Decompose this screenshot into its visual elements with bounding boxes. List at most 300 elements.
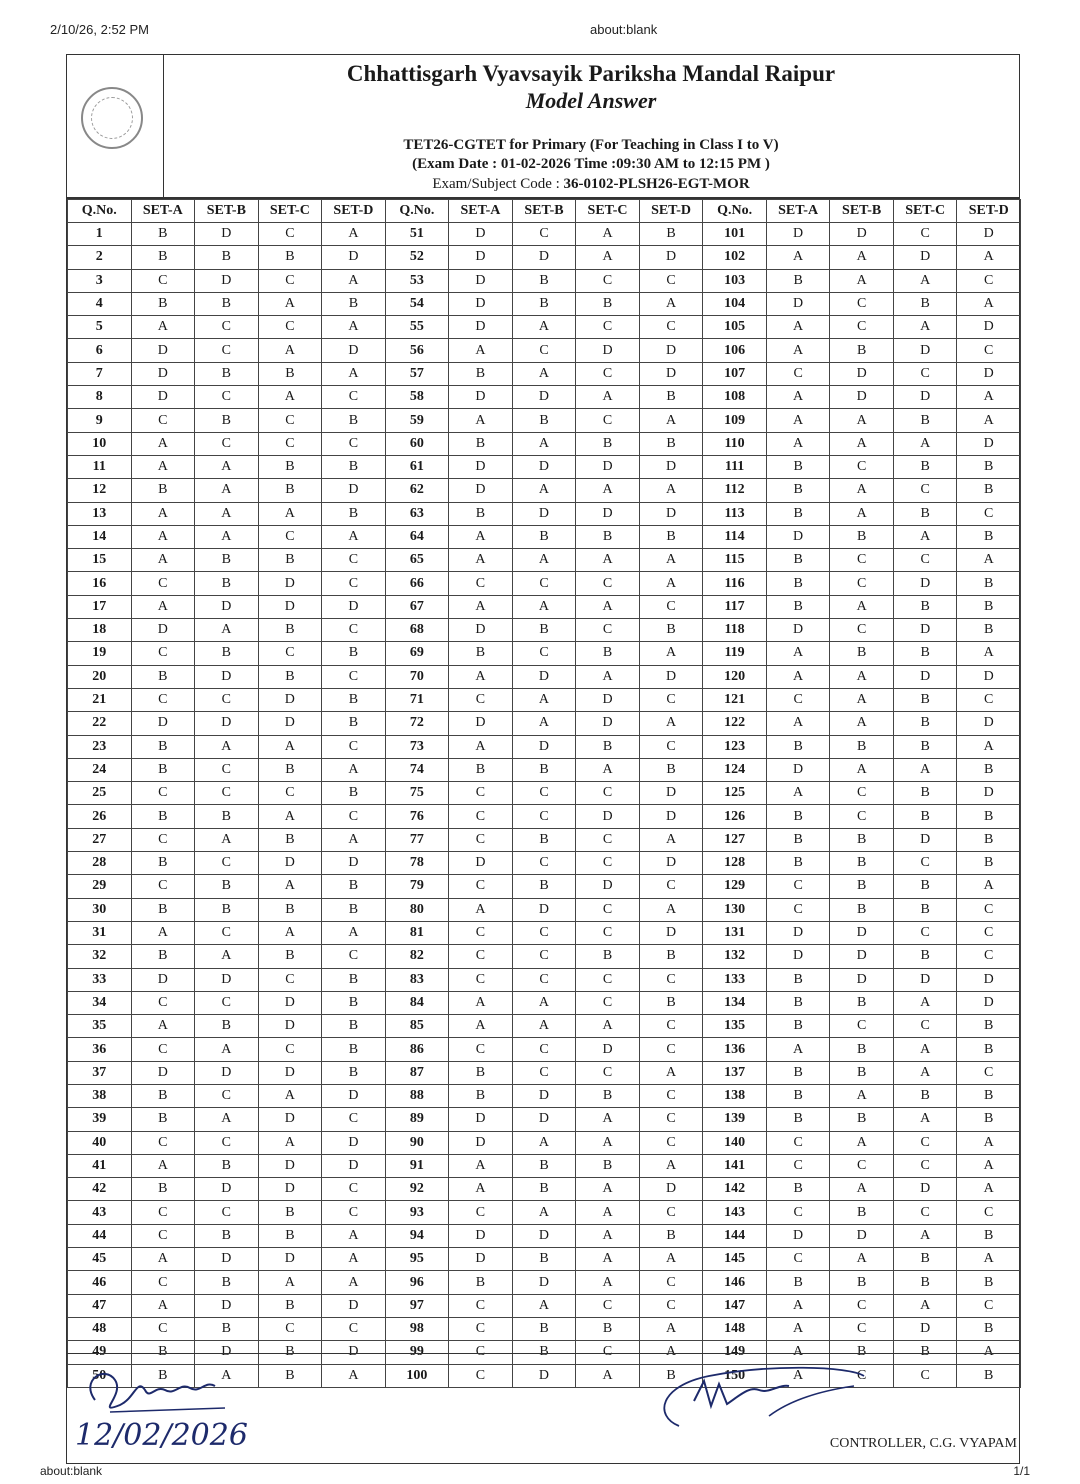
answer-cell: A <box>576 549 640 572</box>
table-row <box>68 875 1021 898</box>
question-number-cell: 41 <box>68 1154 132 1177</box>
answer-cell: B <box>893 688 957 711</box>
page-number: 1/1 <box>1013 1464 1030 1478</box>
answer-cell: D <box>195 665 259 688</box>
answer-cell: C <box>131 1271 195 1294</box>
table-row <box>68 665 1021 688</box>
question-number-cell: 77 <box>385 828 449 851</box>
answer-cell: D <box>449 1131 513 1154</box>
answer-cell: D <box>639 362 703 385</box>
answer-cell: C <box>639 1131 703 1154</box>
answer-cell: A <box>893 1061 957 1084</box>
answer-cell: D <box>830 968 894 991</box>
answer-cell: B <box>830 525 894 548</box>
table-row <box>68 991 1021 1014</box>
answer-cell: B <box>449 362 513 385</box>
answer-cell: D <box>322 339 386 362</box>
answer-cell: A <box>258 1084 322 1107</box>
answer-cell: C <box>639 269 703 292</box>
answer-cell: A <box>830 595 894 618</box>
question-number-cell: 36 <box>68 1038 132 1061</box>
answer-cell: C <box>322 1201 386 1224</box>
question-number-cell: 5 <box>68 316 132 339</box>
answer-cell: C <box>830 572 894 595</box>
signature-footer <box>67 1353 1019 1466</box>
answer-cell: C <box>639 595 703 618</box>
answer-cell: D <box>195 223 259 246</box>
answer-cell: C <box>258 782 322 805</box>
answer-cell: D <box>639 805 703 828</box>
answer-cell: C <box>893 921 957 944</box>
answer-cell: A <box>512 1294 576 1317</box>
answer-cell: C <box>322 945 386 968</box>
answer-cell: D <box>131 619 195 642</box>
answer-cell: C <box>258 642 322 665</box>
answer-cell: A <box>131 502 195 525</box>
answer-cell: C <box>830 1364 894 1387</box>
answer-cell: D <box>639 921 703 944</box>
answer-cell: B <box>766 595 830 618</box>
answer-cell: A <box>830 1178 894 1201</box>
table-row <box>68 1317 1021 1340</box>
answer-cell: A <box>131 432 195 455</box>
question-number-cell: 90 <box>385 1131 449 1154</box>
answer-cell: A <box>830 502 894 525</box>
answer-cell: C <box>449 572 513 595</box>
answer-cell: B <box>957 525 1021 548</box>
answer-cell: C <box>766 688 830 711</box>
answer-cell: B <box>766 572 830 595</box>
answer-cell: D <box>512 1108 576 1131</box>
question-number-cell: 79 <box>385 875 449 898</box>
answer-cell: C <box>322 665 386 688</box>
question-number-cell: 105 <box>703 316 767 339</box>
answer-cell: D <box>258 1108 322 1131</box>
answer-cell: A <box>322 1248 386 1271</box>
answer-cell: B <box>893 642 957 665</box>
answer-cell: A <box>893 269 957 292</box>
answer-cell: D <box>639 246 703 269</box>
answer-cell: C <box>766 1248 830 1271</box>
answer-cell: D <box>639 782 703 805</box>
answer-cell: C <box>957 1061 1021 1084</box>
answer-cell: A <box>957 875 1021 898</box>
question-number-cell: 139 <box>703 1108 767 1131</box>
question-number-cell: 131 <box>703 921 767 944</box>
answer-cell: A <box>639 1317 703 1340</box>
question-number-cell: 45 <box>68 1248 132 1271</box>
question-number-cell: 69 <box>385 642 449 665</box>
question-number-cell: 57 <box>385 362 449 385</box>
question-number-cell: 93 <box>385 1201 449 1224</box>
answer-cell: C <box>576 269 640 292</box>
question-number-cell: 108 <box>703 386 767 409</box>
answer-cell: C <box>830 1317 894 1340</box>
answer-cell: D <box>258 1248 322 1271</box>
answer-cell: B <box>830 1061 894 1084</box>
question-number-cell: 102 <box>703 246 767 269</box>
answer-cell: C <box>258 223 322 246</box>
question-number-cell: 63 <box>385 502 449 525</box>
question-number-cell: 46 <box>68 1271 132 1294</box>
column-header: SET-C <box>258 200 322 223</box>
answer-cell: B <box>893 595 957 618</box>
answer-cell: D <box>195 1341 259 1364</box>
answer-cell: C <box>957 269 1021 292</box>
controller-signature <box>649 1356 879 1436</box>
answer-cell: A <box>512 991 576 1014</box>
answer-cell: D <box>449 619 513 642</box>
question-number-cell: 97 <box>385 1294 449 1317</box>
question-number-cell: 88 <box>385 1084 449 1107</box>
answer-cell: C <box>766 1131 830 1154</box>
answer-cell: D <box>512 246 576 269</box>
answer-cell: C <box>195 1084 259 1107</box>
answer-cell: D <box>449 292 513 315</box>
answer-cell: A <box>512 1201 576 1224</box>
answer-cell: A <box>576 665 640 688</box>
answer-cell: A <box>576 1248 640 1271</box>
question-number-cell: 24 <box>68 758 132 781</box>
column-header: Q.No. <box>385 200 449 223</box>
table-row <box>68 1154 1021 1177</box>
answer-cell: C <box>258 525 322 548</box>
answer-cell: C <box>766 1201 830 1224</box>
question-number-cell: 55 <box>385 316 449 339</box>
sheet-header <box>67 55 1019 199</box>
question-number-cell: 91 <box>385 1154 449 1177</box>
answer-cell: D <box>449 455 513 478</box>
question-number-cell: 100 <box>385 1364 449 1387</box>
answer-cell: D <box>258 688 322 711</box>
answer-cell: B <box>258 549 322 572</box>
answer-cell: B <box>512 525 576 548</box>
answer-cell: B <box>512 1341 576 1364</box>
answer-cell: A <box>512 549 576 572</box>
answer-cell: C <box>322 735 386 758</box>
answer-cell: A <box>576 1201 640 1224</box>
answer-cell: C <box>322 1108 386 1131</box>
answer-cell: B <box>766 1015 830 1038</box>
answer-cell: C <box>322 1178 386 1201</box>
answer-cell: B <box>957 479 1021 502</box>
answer-cell: B <box>322 409 386 432</box>
answer-cell: C <box>449 1201 513 1224</box>
answer-cell: B <box>195 1317 259 1340</box>
answer-cell: A <box>449 339 513 362</box>
answer-cell: B <box>512 1248 576 1271</box>
question-number-cell: 75 <box>385 782 449 805</box>
table-row <box>68 1178 1021 1201</box>
table-row <box>68 945 1021 968</box>
answer-cell: D <box>576 688 640 711</box>
answer-cell: B <box>893 875 957 898</box>
answer-cell: A <box>766 1038 830 1061</box>
answer-cell: A <box>258 386 322 409</box>
left-signature-scribble <box>75 1360 275 1420</box>
answer-cell: B <box>449 502 513 525</box>
answer-cell: D <box>830 386 894 409</box>
table-row <box>68 1015 1021 1038</box>
table-row <box>68 758 1021 781</box>
answer-cell: C <box>512 1038 576 1061</box>
question-number-cell: 34 <box>68 991 132 1014</box>
answer-cell: D <box>639 339 703 362</box>
question-number-cell: 43 <box>68 1201 132 1224</box>
exam-code-value: 36-0102-PLSH26-EGT-MOR <box>563 176 750 192</box>
answer-cell: C <box>258 316 322 339</box>
answer-cell: B <box>322 642 386 665</box>
answer-cell: D <box>449 1248 513 1271</box>
answer-cell: D <box>195 595 259 618</box>
answer-cell: D <box>258 1061 322 1084</box>
question-number-cell: 33 <box>68 968 132 991</box>
question-number-cell: 82 <box>385 945 449 968</box>
answer-cell: D <box>957 968 1021 991</box>
answer-cell: B <box>766 805 830 828</box>
answer-cell: A <box>893 1294 957 1317</box>
answer-cell: D <box>576 339 640 362</box>
answer-cell: D <box>258 1154 322 1177</box>
question-number-cell: 59 <box>385 409 449 432</box>
answer-cell: A <box>639 409 703 432</box>
question-number-cell: 125 <box>703 782 767 805</box>
answer-cell: C <box>131 1317 195 1340</box>
answer-cell: C <box>131 642 195 665</box>
answer-cell: D <box>322 1154 386 1177</box>
column-header: SET-B <box>195 200 259 223</box>
answer-cell: C <box>576 991 640 1014</box>
column-header: SET-D <box>322 200 386 223</box>
answer-cell: B <box>512 758 576 781</box>
answer-cell: D <box>766 945 830 968</box>
question-number-cell: 29 <box>68 875 132 898</box>
question-number-cell: 27 <box>68 828 132 851</box>
answer-cell: C <box>576 1294 640 1317</box>
answer-cell: D <box>957 316 1021 339</box>
answer-cell: B <box>766 1271 830 1294</box>
answer-cell: C <box>195 339 259 362</box>
answer-cell: B <box>957 1224 1021 1247</box>
answer-cell: D <box>893 665 957 688</box>
answer-cell: A <box>195 1038 259 1061</box>
answer-cell: B <box>639 758 703 781</box>
answer-cell: D <box>957 432 1021 455</box>
question-number-cell: 123 <box>703 735 767 758</box>
answer-cell: B <box>258 479 322 502</box>
answer-cell: B <box>957 595 1021 618</box>
answer-cell: A <box>830 269 894 292</box>
answer-cell: B <box>322 991 386 1014</box>
answer-cell: B <box>576 1317 640 1340</box>
answer-cell: B <box>131 735 195 758</box>
answer-cell: C <box>195 386 259 409</box>
answer-cell: C <box>830 805 894 828</box>
table-row <box>68 1061 1021 1084</box>
answer-cell: A <box>957 735 1021 758</box>
answer-cell: B <box>131 1084 195 1107</box>
answer-cell: D <box>639 1178 703 1201</box>
answer-cell: C <box>512 1061 576 1084</box>
answer-cell: C <box>131 572 195 595</box>
question-number-cell: 149 <box>703 1341 767 1364</box>
answer-cell: A <box>830 688 894 711</box>
answer-cell: C <box>131 828 195 851</box>
question-number-cell: 92 <box>385 1178 449 1201</box>
answer-cell: B <box>639 223 703 246</box>
answer-cell: A <box>512 316 576 339</box>
answer-cell: B <box>512 409 576 432</box>
exam-code <box>163 176 1019 193</box>
answer-cell: B <box>830 991 894 1014</box>
question-number-cell: 74 <box>385 758 449 781</box>
question-number-cell: 109 <box>703 409 767 432</box>
question-number-cell: 135 <box>703 1015 767 1038</box>
question-number-cell: 22 <box>68 712 132 735</box>
answer-cell: A <box>639 1154 703 1177</box>
question-number-cell: 128 <box>703 852 767 875</box>
answer-cell: C <box>258 269 322 292</box>
answer-cell: C <box>830 549 894 572</box>
answer-cell: B <box>576 735 640 758</box>
answer-cell: B <box>512 1154 576 1177</box>
answer-cell: C <box>258 409 322 432</box>
answer-cell: D <box>766 619 830 642</box>
answer-cell: C <box>576 409 640 432</box>
answer-cell: C <box>449 1364 513 1387</box>
answer-cell: B <box>322 455 386 478</box>
question-number-cell: 136 <box>703 1038 767 1061</box>
question-number-cell: 3 <box>68 269 132 292</box>
question-number-cell: 117 <box>703 595 767 618</box>
answer-cell: B <box>830 875 894 898</box>
question-number-cell: 49 <box>68 1341 132 1364</box>
answer-cell: B <box>957 1084 1021 1107</box>
answer-cell: B <box>830 1271 894 1294</box>
question-number-cell: 89 <box>385 1108 449 1131</box>
answer-cell: D <box>449 1108 513 1131</box>
answer-cell: D <box>322 595 386 618</box>
answer-cell: D <box>258 1015 322 1038</box>
question-number-cell: 61 <box>385 455 449 478</box>
answer-cell: B <box>830 828 894 851</box>
answer-cell: B <box>449 758 513 781</box>
answer-cell: D <box>576 712 640 735</box>
answer-cell: B <box>322 1015 386 1038</box>
answer-cell: C <box>576 782 640 805</box>
question-number-cell: 47 <box>68 1294 132 1317</box>
answer-cell: A <box>131 1154 195 1177</box>
answer-cell: B <box>957 1015 1021 1038</box>
answer-cell: D <box>258 712 322 735</box>
question-number-cell: 104 <box>703 292 767 315</box>
question-number-cell: 122 <box>703 712 767 735</box>
answer-cell: C <box>131 782 195 805</box>
answer-cell: B <box>131 1341 195 1364</box>
answer-cell: B <box>131 1364 195 1387</box>
answer-cell: C <box>449 1038 513 1061</box>
question-number-cell: 19 <box>68 642 132 665</box>
answer-cell: B <box>830 1038 894 1061</box>
answer-cell: D <box>893 572 957 595</box>
table-row <box>68 479 1021 502</box>
answer-cell: D <box>449 479 513 502</box>
answer-cell: A <box>830 665 894 688</box>
answer-cell: B <box>893 1248 957 1271</box>
answer-cell: A <box>893 991 957 1014</box>
answer-cell: A <box>195 479 259 502</box>
answer-cell: B <box>131 479 195 502</box>
answer-cell: A <box>576 223 640 246</box>
answer-cell: C <box>449 1317 513 1340</box>
answer-cell: C <box>576 362 640 385</box>
answer-cell: C <box>322 805 386 828</box>
answer-cell: B <box>639 432 703 455</box>
answer-cell: B <box>131 665 195 688</box>
question-number-cell: 60 <box>385 432 449 455</box>
table-row <box>68 1294 1021 1317</box>
answer-cell: D <box>576 502 640 525</box>
answer-cell: B <box>766 479 830 502</box>
question-number-cell: 42 <box>68 1178 132 1201</box>
answer-cell: B <box>893 1341 957 1364</box>
table-row <box>68 735 1021 758</box>
answer-cell: A <box>195 1364 259 1387</box>
answer-cell: A <box>322 758 386 781</box>
answer-cell: D <box>639 665 703 688</box>
table-row <box>68 572 1021 595</box>
answer-cell: D <box>322 1084 386 1107</box>
table-row <box>68 223 1021 246</box>
answer-cell: B <box>766 852 830 875</box>
answer-cell: B <box>258 828 322 851</box>
question-number-cell: 71 <box>385 688 449 711</box>
answer-cell: B <box>576 1154 640 1177</box>
answer-cell: D <box>893 386 957 409</box>
answer-cell: D <box>258 852 322 875</box>
answer-cell: B <box>893 712 957 735</box>
answer-cell: A <box>639 1341 703 1364</box>
answer-cell: A <box>766 665 830 688</box>
page-title: Chhattisgarh Vyavsayik Pariksha Mandal Raipur <box>346 61 836 86</box>
table-row <box>68 525 1021 548</box>
answer-cell: B <box>957 1364 1021 1387</box>
answer-cell: C <box>512 339 576 362</box>
answer-cell: B <box>830 898 894 921</box>
question-number-cell: 120 <box>703 665 767 688</box>
question-number-cell: 68 <box>385 619 449 642</box>
answer-cell: C <box>576 1341 640 1364</box>
question-number-cell: 146 <box>703 1271 767 1294</box>
answer-cell: D <box>512 1364 576 1387</box>
question-number-cell: 14 <box>68 525 132 548</box>
answer-cell: D <box>131 339 195 362</box>
answer-cell: D <box>893 619 957 642</box>
answer-cell: C <box>131 1201 195 1224</box>
answer-cell: C <box>830 292 894 315</box>
question-number-cell: 76 <box>385 805 449 828</box>
question-number-cell: 70 <box>385 665 449 688</box>
answer-cell: C <box>195 758 259 781</box>
column-header: SET-D <box>639 200 703 223</box>
answer-cell: D <box>639 455 703 478</box>
answer-cell: A <box>766 386 830 409</box>
answer-cell: D <box>195 712 259 735</box>
question-number-cell: 81 <box>385 921 449 944</box>
answer-cell: A <box>639 828 703 851</box>
answer-cell: A <box>322 223 386 246</box>
answer-cell: B <box>195 875 259 898</box>
